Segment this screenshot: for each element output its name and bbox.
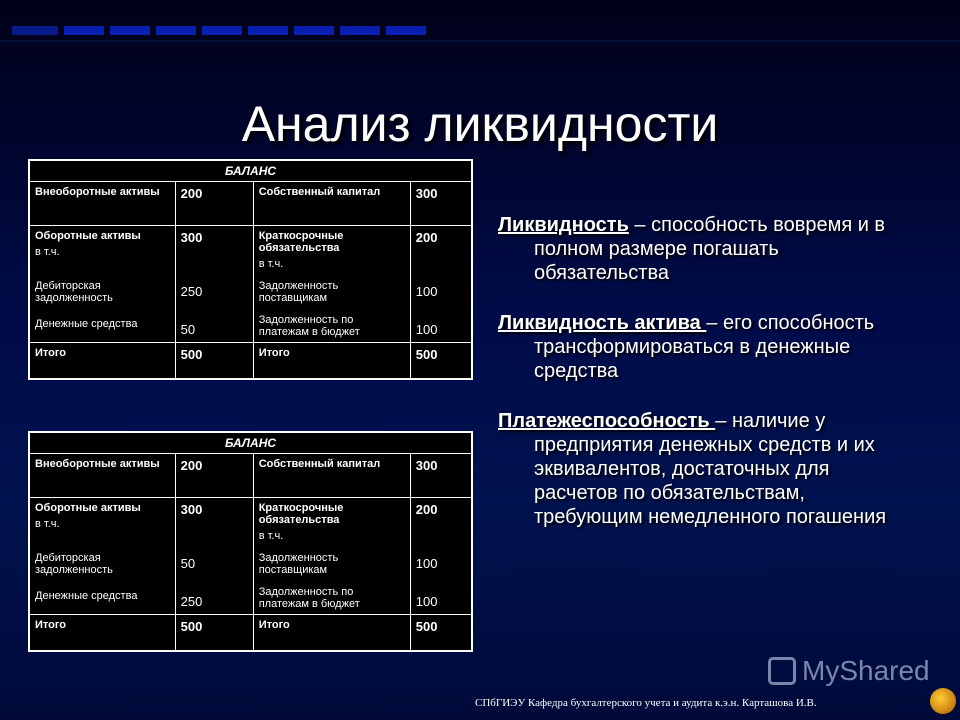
cell-value: 250 — [180, 594, 203, 609]
cell-value: 200 — [415, 502, 438, 517]
cell-label: Внеоборотные активы — [35, 458, 160, 470]
cell-value: 100 — [415, 594, 438, 609]
cell-value: 300 — [180, 502, 203, 517]
balance-table-2 — [28, 431, 473, 652]
cell-value: 100 — [415, 556, 438, 571]
cell-value: 200 — [415, 230, 438, 245]
cell-value: 200 — [175, 454, 253, 498]
cell-label: Задолженность по платежам в бюджет — [258, 586, 360, 610]
cell-label: Оборотные активы — [35, 502, 141, 514]
cell-label: Краткосрочные обязательства — [258, 502, 344, 526]
top-line — [0, 40, 960, 42]
definitions — [498, 213, 918, 555]
logo-text: MyShared — [802, 655, 930, 686]
slide-title: Анализ ликвидности — [241, 96, 719, 152]
cell-value: 300 — [410, 182, 472, 226]
table-header: БАЛАНС — [29, 432, 472, 454]
cell-value: 500 — [175, 343, 253, 379]
cell-value: 100 — [415, 322, 438, 337]
cell-value: 300 — [180, 230, 203, 245]
cell-label: Дебиторская задолженность — [35, 280, 113, 304]
definition-liquidity — [498, 213, 918, 285]
definition-solvency — [498, 409, 918, 529]
table-header: БАЛАНС — [29, 160, 472, 182]
cell-value: 500 — [410, 615, 472, 651]
cell-label: Итого — [35, 347, 67, 359]
cell-value: 500 — [410, 343, 472, 379]
cell-value: 100 — [415, 284, 438, 299]
cell-value: 50 — [180, 556, 196, 571]
definition-text: – способность вовремя и в полном размере погашать обязательства — [534, 214, 886, 284]
balance-table-1 — [28, 159, 473, 380]
cell-value: 300 — [410, 454, 472, 498]
watermark-logo — [768, 655, 930, 687]
cell-label: в т.ч. — [258, 258, 284, 270]
top-decoration — [12, 26, 426, 35]
cell-label: в т.ч. — [35, 246, 60, 258]
cell-label: Задолженность поставщикам — [258, 280, 339, 304]
cell-label: в т.ч. — [35, 518, 60, 530]
cell-label: Итого — [258, 619, 290, 631]
corner-emblem-icon — [930, 688, 956, 714]
cell-value: 50 — [180, 322, 196, 337]
slide-footer: СПбГИЭУ Кафедра бухгалтерского учета и аудита к.э.н. Карташова И.В. — [475, 697, 817, 709]
cell-label: Внеоборотные активы — [35, 186, 160, 198]
presentation-icon — [768, 657, 796, 685]
cell-value: 250 — [180, 284, 203, 299]
cell-label: Итого — [35, 619, 67, 631]
definition-term: Ликвидность — [498, 214, 629, 236]
cell-label: Собственный капитал — [258, 186, 381, 198]
cell-label: Краткосрочные обязательства — [258, 230, 344, 254]
cell-label: Задолженность по платежам в бюджет — [258, 314, 360, 338]
cell-value: 200 — [175, 182, 253, 226]
cell-label: в т.ч. — [258, 530, 284, 542]
cell-label: Оборотные активы — [35, 230, 141, 242]
definition-text: – наличие у предприятия денежных средств и их эквивалентов, достаточных для расчетов по обязательствам, требующим немедленного погашения — [534, 410, 887, 528]
definition-asset-liquidity — [498, 311, 918, 383]
cell-label: Задолженность поставщикам — [258, 552, 339, 576]
cell-label: Дебиторская задолженность — [35, 552, 113, 576]
cell-label: Собственный капитал — [258, 458, 381, 470]
cell-label: Итого — [258, 347, 290, 359]
cell-label: Денежные средства — [35, 318, 138, 330]
definition-text: – его способность трансформироваться в денежные средства — [534, 312, 875, 382]
cell-value: 500 — [175, 615, 253, 651]
cell-label: Денежные средства — [35, 590, 138, 602]
definition-term: Платежеспособность — [498, 410, 716, 432]
definition-term: Ликвидность актива — [498, 312, 707, 334]
